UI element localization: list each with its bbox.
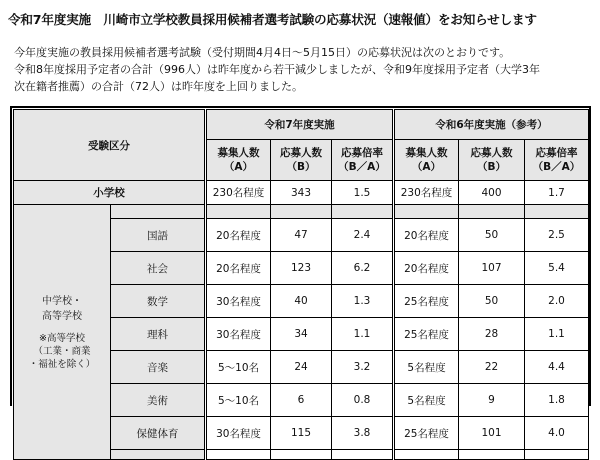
spacer-row [14, 205, 589, 219]
table-row-subject: 国語 20名程度 47 2.4 20名程度 50 2.5 [14, 219, 589, 252]
table-row-subject: 数学 30名程度 40 1.3 25名程度 50 2.0 [14, 285, 589, 318]
header-previous-year: 令和6年度実施（参考） [394, 110, 589, 140]
cell-prev-recruit: 230名程度 [394, 181, 459, 205]
header-prev-ratio: 応募倍率 （B／A） [525, 140, 589, 181]
application-status-table [13, 109, 589, 460]
intro-line-3: 次在籍者推薦）の合計（72人）は昨年度を上回りました。 [14, 80, 303, 93]
cell-cur-ratio: 1.5 [332, 181, 394, 205]
row-label-elementary: 小学校 [14, 181, 206, 205]
subject-label: 理科 [111, 318, 206, 351]
row-label-secondary: 中学校・ 高等学校 ※高等学校 （工業・商業 ・福祉を除く） [14, 205, 111, 460]
intro-line-2: 令和8年度採用予定者の合計（996人）は昨年度から若干減少しましたが、令和9年度採用予定者（大学3年 [14, 63, 540, 76]
header-current-year: 令和7年度実施 [206, 110, 394, 140]
subject-label: 美術 [111, 384, 206, 417]
subject-label: 音楽 [111, 351, 206, 384]
table-row-subject: 音楽 5～10名 24 3.2 5名程度 22 4.4 [14, 351, 589, 384]
table-row-subject: 社会 20名程度 123 6.2 20名程度 107 5.4 [14, 252, 589, 285]
header-row-groups [14, 110, 589, 140]
intro-text [14, 44, 592, 95]
header-cur-ratio: 応募倍率 （B／A） [332, 140, 394, 181]
page-title: 令和7年度実施 川崎市立学校教員採用候補者選考試験の応募状況（速報値）をお知らせします [8, 12, 537, 27]
intro-line-1: 今年度実施の教員採用候補者選考試験（受付期間4月4日～5月15日）の応募状況は次のとおりです。 [14, 46, 511, 59]
cell-prev-ratio: 1.7 [525, 181, 589, 205]
cell-cur-recruit: 230名程度 [206, 181, 271, 205]
cell-cur-applicants: 343 [271, 181, 332, 205]
table-row-subject: 理科 30名程度 34 1.1 25名程度 28 1.1 [14, 318, 589, 351]
header-category: 受験区分 [14, 110, 206, 181]
subject-label: 数学 [111, 285, 206, 318]
header-cur-recruit: 募集人数 （A） [206, 140, 271, 181]
table-row-elementary [14, 181, 589, 205]
cell-prev-applicants: 400 [459, 181, 525, 205]
header-prev-applicants: 応募人数 （B） [459, 140, 525, 181]
header-cur-applicants: 応募人数 （B） [271, 140, 332, 181]
table-row-subject: 美術 5～10名 6 0.8 5名程度 9 1.8 [14, 384, 589, 417]
header-prev-recruit: 募集人数 （A） [394, 140, 459, 181]
subject-label: 保健体育 [111, 417, 206, 450]
table-row-subject: 保健体育 30名程度 115 3.8 25名程度 101 4.0 [14, 417, 589, 450]
subject-label: 社会 [111, 252, 206, 285]
subject-label: 国語 [111, 219, 206, 252]
